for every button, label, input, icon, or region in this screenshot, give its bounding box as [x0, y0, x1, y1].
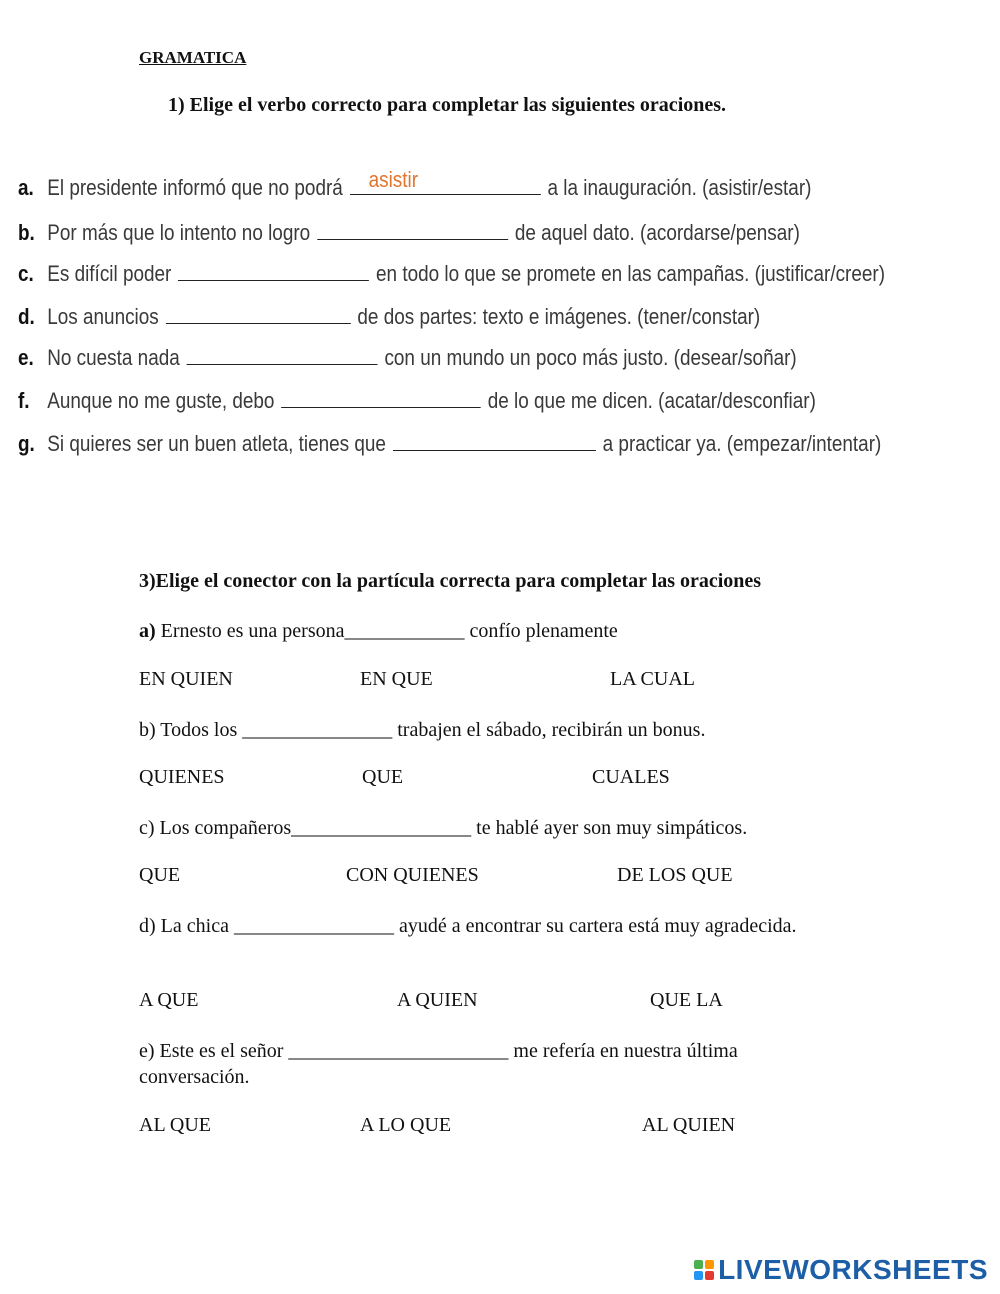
exercise-text-after: a la inauguración. (asistir/estar): [547, 175, 812, 200]
section3-instruction: 3)Elige el conector con la partícula correcta para completar las oraciones: [139, 570, 762, 592]
option[interactable]: LA CUAL: [610, 668, 695, 690]
exercise-letter: a.: [18, 175, 34, 200]
exercise-row-g: [18, 430, 881, 464]
exercise-row-d: [18, 303, 760, 337]
answer-blank[interactable]: [166, 303, 351, 324]
exercise-text-before: No cuesta nada: [47, 345, 180, 370]
exercise-row-e: [18, 344, 797, 378]
option[interactable]: QUE: [139, 864, 181, 886]
exercise-row-c: [18, 260, 885, 294]
exercise-letter: f.: [18, 388, 30, 413]
exercise-text-before: Si quieres ser un buen atleta, tienes que: [47, 431, 386, 456]
option[interactable]: QUE: [362, 766, 404, 788]
question-text: b) Todos los _______________ trabajen el sábado, recibirán un bonus.: [139, 719, 706, 741]
question-text: c) Los compañeros__________________ te hablé ayer son muy simpáticos.: [139, 817, 748, 839]
question-a: [139, 618, 839, 644]
option[interactable]: QUIENES: [139, 766, 225, 788]
exercise-row-b: [18, 219, 800, 253]
answer-blank[interactable]: [187, 344, 378, 365]
exercise-text-before: Es difícil poder: [47, 261, 172, 286]
option[interactable]: A QUIEN: [397, 989, 478, 1011]
worksheet-heading: GRAMATICA: [139, 48, 247, 67]
logo-text: LIVEWORKSHEETS: [718, 1254, 988, 1285]
exercise-text-after: con un mundo un poco más justo. (desear/soñar): [384, 345, 797, 370]
logo-square: [694, 1260, 703, 1269]
option[interactable]: A LO QUE: [360, 1114, 452, 1136]
logo-square: [705, 1271, 714, 1280]
logo-grid-icon: [694, 1260, 714, 1280]
option[interactable]: AL QUIEN: [642, 1114, 736, 1136]
option[interactable]: DE LOS QUE: [617, 864, 733, 886]
exercise-text-before: El presidente informó que no podrá: [47, 175, 343, 200]
answer-blank[interactable]: [281, 387, 481, 408]
exercise-text-after: de dos partes: texto e imágenes. (tener/constar): [357, 304, 761, 329]
exercise-row-f: [18, 387, 816, 421]
exercise-text-after: de aquel dato. (acordarse/pensar): [514, 220, 800, 245]
logo-square: [705, 1260, 714, 1269]
question-label: a): [139, 620, 156, 642]
logo-square: [694, 1271, 703, 1280]
option[interactable]: EN QUE: [360, 668, 433, 690]
option[interactable]: EN QUIEN: [139, 668, 233, 690]
exercise-text-after: en todo lo que se promete en las campañas. (justificar/creer): [376, 261, 886, 286]
option[interactable]: CON QUIENES: [346, 864, 479, 886]
answer-blank[interactable]: [350, 167, 541, 195]
answer-blank[interactable]: [317, 219, 508, 240]
exercise-text-before: Los anuncios: [47, 304, 159, 329]
exercise-row-a: [18, 167, 812, 208]
exercise-text-before: Por más que lo intento no logro: [47, 220, 311, 245]
option[interactable]: A QUE: [139, 989, 199, 1011]
exercise-text-after: a practicar ya. (empezar/intentar): [602, 431, 882, 456]
section1-instruction: 1) Elige el verbo correcto para completar las siguientes oraciones.: [168, 94, 727, 116]
option[interactable]: QUE LA: [650, 989, 723, 1011]
liveworksheets-logo: [694, 1254, 988, 1286]
exercise-letter: e.: [18, 345, 34, 370]
answer-blank[interactable]: [393, 430, 596, 451]
question-text: e) Este es el señor ______________________ me refería en nuestra última conversación.: [139, 1040, 738, 1088]
question-e: [139, 1038, 839, 1090]
exercise-letter: g.: [18, 431, 35, 456]
option[interactable]: AL QUE: [139, 1114, 212, 1136]
filled-answer: asistir: [368, 167, 419, 192]
exercise-text-before: Aunque no me guste, debo: [47, 388, 275, 413]
question-text: d) La chica ________________ ayudé a encontrar su cartera está muy agradecida.: [139, 915, 797, 937]
answer-blank[interactable]: [178, 260, 369, 281]
option[interactable]: CUALES: [592, 766, 670, 788]
exercise-letter: b.: [18, 220, 35, 245]
question-c: [139, 815, 839, 841]
question-text: Ernesto es una persona____________ confío plenamente: [155, 620, 618, 642]
exercise-letter: c.: [18, 261, 34, 286]
exercise-letter: d.: [18, 304, 35, 329]
question-b: [139, 717, 839, 743]
question-d: [139, 913, 839, 939]
exercise-text-after: de lo que me dicen. (acatar/desconfiar): [487, 388, 816, 413]
